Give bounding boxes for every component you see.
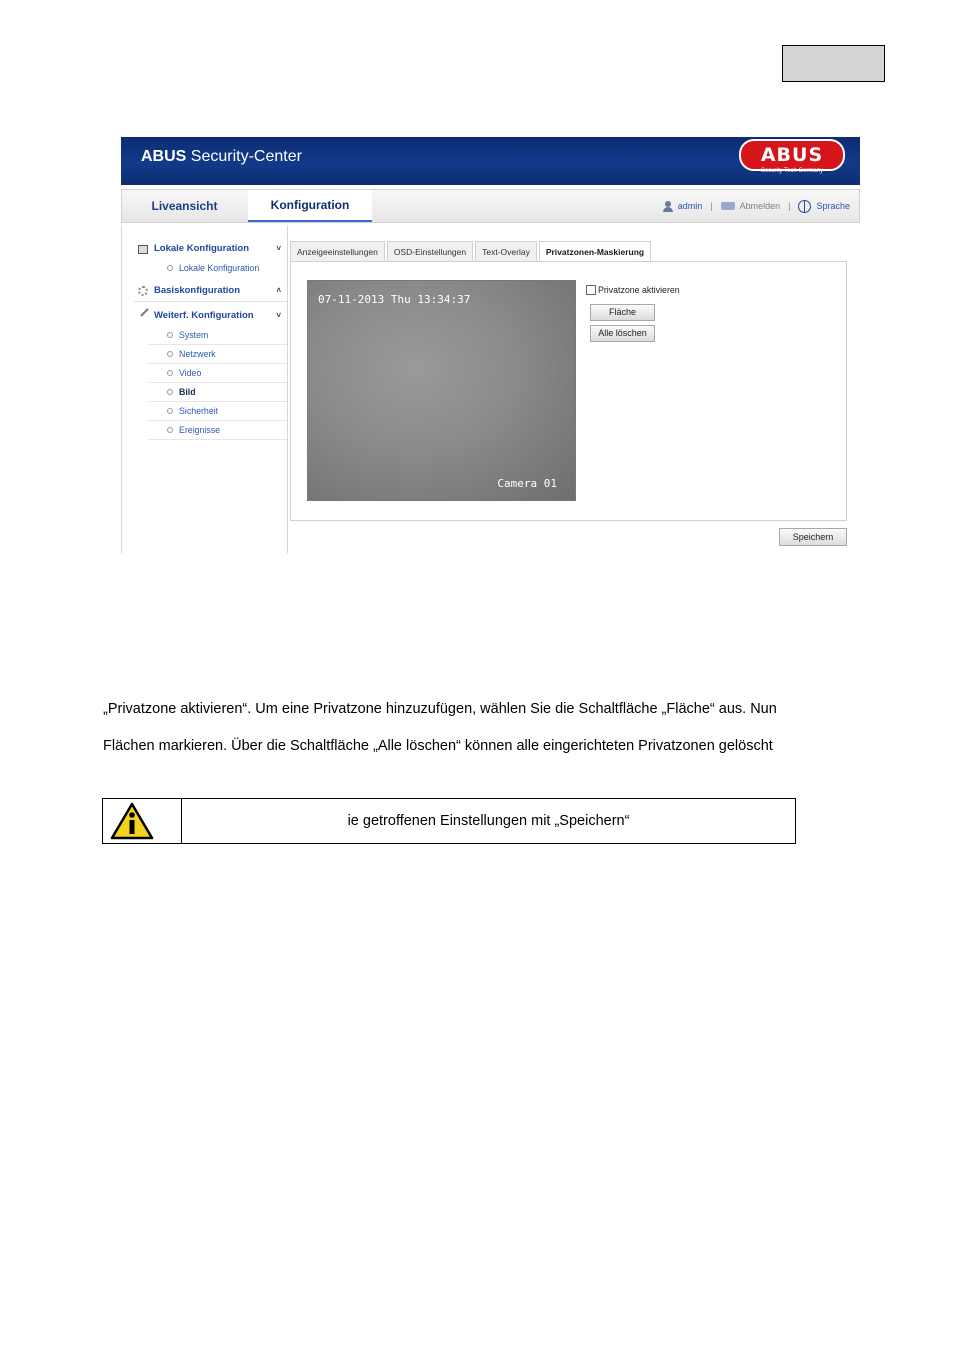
separator: | (710, 201, 713, 211)
language-link[interactable]: Sprache (816, 201, 850, 211)
divider (121, 225, 122, 553)
sidebar (134, 239, 287, 440)
osd-timestamp: 07-11-2013 Thu 13:34:37 (318, 293, 471, 306)
abus-logo: ABUS (739, 139, 845, 171)
sidebar-group-local[interactable]: Lokale Konfiguration ˅ (134, 239, 287, 259)
tab-konfiguration[interactable]: Konfiguration (248, 190, 372, 222)
privacy-zone-checkbox[interactable] (586, 285, 596, 295)
admin-link[interactable]: admin (677, 201, 703, 211)
logout-link[interactable]: Abmelden (739, 201, 781, 211)
logo-tagline: Security Tech Germany (760, 168, 824, 174)
sidebar-item-events[interactable]: Ereignisse (148, 421, 287, 440)
sidebar-item-image[interactable]: Bild (148, 383, 287, 402)
chevron-up-icon: ˄ (276, 286, 281, 295)
info-note (102, 798, 796, 844)
app-title: ABUS Security-Center (141, 148, 302, 165)
warning-icon (110, 802, 154, 840)
save-button[interactable]: Speichern (779, 528, 847, 546)
note-icon-cell (103, 799, 182, 843)
user-links (663, 190, 850, 222)
sidebar-item-video[interactable]: Video (148, 364, 287, 383)
top-navigation (121, 189, 860, 223)
body-text-line: „Privatzone aktivieren“. Um eine Privatzone hinzuzufügen, wählen Sie die Schaltfläche „Fläche“ aus. Nun (103, 701, 777, 717)
settings-tabs (290, 241, 651, 261)
page-number-box (782, 45, 885, 82)
screenshot-abus-security-center (121, 137, 860, 553)
tab-privacy-masking[interactable]: Privatzonen-Maskierung (539, 241, 651, 263)
sidebar-item-network[interactable]: Netzwerk (148, 345, 287, 364)
monitor-icon (138, 245, 148, 254)
logout-icon (721, 202, 735, 210)
sidebar-item-system[interactable]: System (148, 326, 287, 345)
clear-all-button[interactable]: Alle löschen (590, 325, 655, 342)
gear-icon (138, 286, 148, 296)
privacy-zone-label: Privatzone aktivieren (598, 285, 680, 295)
sidebar-group-basic[interactable]: Basiskonfiguration ˄ (134, 281, 287, 302)
tab-display-settings[interactable]: Anzeigeeinstellungen (290, 241, 385, 262)
area-button[interactable]: Fläche (590, 304, 655, 321)
sidebar-item-local-config[interactable]: Lokale Konfiguration (148, 259, 287, 277)
tab-text-overlay[interactable]: Text-Overlay (475, 241, 537, 262)
osd-camera-name: Camera 01 (497, 477, 557, 490)
user-icon (663, 201, 673, 212)
privacy-zone-row (586, 285, 680, 295)
chevron-down-icon: ˅ (276, 244, 281, 253)
chevron-down-icon: ˅ (276, 311, 281, 320)
tab-liveansicht[interactable]: Liveansicht (151, 199, 218, 213)
body-text-line: Flächen markieren. Über die Schaltfläche „Alle löschen“ können alle eingerichteten Privatzonen gelöscht (103, 738, 773, 754)
tab-osd-settings[interactable]: OSD-Einstellungen (387, 241, 473, 262)
sidebar-item-security[interactable]: Sicherheit (148, 402, 287, 421)
separator: | (788, 201, 791, 211)
sidebar-group-advanced[interactable]: Weiterf. Konfiguration ˅ (134, 306, 287, 326)
globe-icon (798, 200, 811, 213)
divider (287, 225, 288, 553)
note-text: ie getroffenen Einstellungen mit „Speichern“ (347, 813, 630, 829)
app-header (121, 137, 860, 185)
video-preview[interactable] (307, 280, 576, 501)
